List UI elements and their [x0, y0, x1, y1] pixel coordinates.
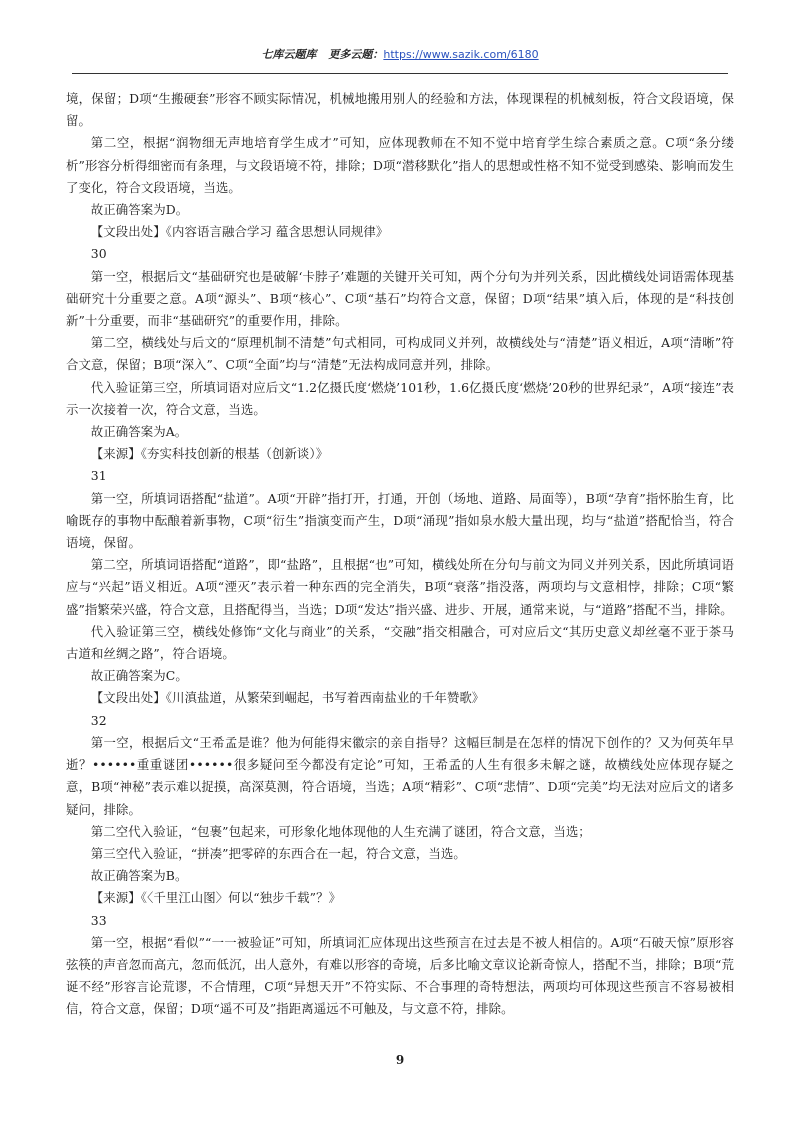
paragraph: 代入验证第三空，横线处修饰“文化与商业”的关系，“交融”指交相融合，可对应后文“其历史意义却丝毫不亚于茶马古道和丝绸之路”，符合语境。 — [66, 623, 734, 662]
more-label: 更多云题： — [328, 48, 384, 61]
paragraph: 第三空代入验证，“拼凑”把零碎的东西合在一起，符合文意，当选。 — [90, 845, 466, 861]
paragraph: 第二空，根据“润物细无声地培育学生成才”可知，应体现教师在不知不觉中培育学生综合素质之意。C项“条分缕析”形容分析得细密而有条理，与文段语境不符，排除；D项“潜移默化”指人的思想或性格不知不觉受到感染、影响而发生了变化，符合文段语境，当选。 — [66, 135, 734, 195]
paragraph: 故正确答案为A。 — [90, 424, 188, 440]
paragraph: 30 — [90, 246, 107, 262]
paragraph: 故正确答案为C。 — [90, 668, 188, 684]
paragraph: 第一空，根据后文“基础研究也是破解‘卡脖子’难题的关键开关可知，两个分句为并列关系，因此横线处词语需体现基础研究十分重要之意。A项“源头”、B项“核心”、C项“基石”均符合文意，保留；D项“结果”填入后，体现的是“科技创新”十分重要，而非“基础研究”的重要作用，排除。 — [66, 268, 734, 329]
header-link[interactable]: https://www.sazik.com/6180 — [383, 48, 539, 61]
paragraph: 31 — [90, 468, 107, 484]
paragraph: 第二空，横线处与后文的“原理机制不清楚”句式相同，可构成同义并列，故横线处与“清楚”语义相近，A项“清晰”符合文意，保留；B项“深入”、C项“全面”均与“清楚”无法构成同意并列，排除。 — [66, 335, 734, 373]
paragraph: 代入验证第三空，所填词语对应后文“1.2亿摄氏度‘燃烧’101秒，1.6亿摄氏度‘燃烧’20秒的世界纪录”，A项“接连”表示一次接着一次，符合文意，当选。 — [66, 379, 734, 417]
paragraph: 故正确答案为B。 — [90, 868, 188, 884]
header-divider — [72, 73, 728, 74]
page-number: 9 — [395, 1053, 405, 1067]
paragraph: 【来源】《〈千里江山图〉何以“独步千载”？》 — [90, 890, 342, 906]
paragraph: 第一空，所填词语搭配“盐道”。A项“开辟”指打开，打通，开创（场地、道路、局面等），B项“孕育”指怀胎生育，比喻既存的事物中酝酿着新事物，C项“衍生”指演变而产生，D项“涌现”指如泉水般大量出现，均与“盐道”搭配恰当，符合语境，保留。 — [66, 490, 734, 551]
paragraph: 第一空，根据“看似”“一一被验证”可知，所填词汇应体现出这些预言在过去是不被人相信的。A项“石破天惊”原形容弦筷的声音忽而高亢，忽而低沉，出人意外，有难以形容的奇境，后多比喻文章议论新奇惊人，搭配不当，排除；B项“荒诞不经”形容言论荒谬，不合情理，C项“异想天开”不符实际、不合事理的奇特想法，两项均可体现这些预言不容易被相信，符合文意，保留；D项“遥不可及”指距离遥远不可触及，与文意不符，排除。 — [66, 934, 734, 1017]
document-body — [66, 88, 734, 1021]
paragraph: 故正确答案为D。 — [90, 202, 189, 218]
page-header — [0, 46, 800, 62]
paragraph: 第二空，所填词语搭配“道路”，即“盐路”，且根据“也”可知，横线处所在分句与前文为同义并列关系，因此所填词语应与“兴起”语义相近。A项“湮灭”表示着一种东西的完全消失，B项“衰落”指没落，两项均与文意相悖，排除；C项“繁盛”指繁荣兴盛，符合文意，且搭配得当，当选；D项“发达”指兴盛、进步、开展，通常来说，与“道路”搭配不当，排除。 — [66, 557, 734, 617]
paragraph: 【来源】《夯实科技创新的根基（创新谈）》 — [90, 446, 329, 462]
paragraph: 【文段出处】《内容语言融合学习 蕴含思想认同规律》 — [90, 224, 389, 240]
paragraph: 【文段出处】《川滇盐道，从繁荣到崛起，书写着西南盐业的千年赞歌》 — [90, 690, 485, 706]
paragraph: 第一空，根据后文“王希孟是谁？他为何能得宋徽宗的亲自指导？这幅巨制是在怎样的情况下创作的？又为何英年早逝？••••••重重谜团••••••很多疑问至今都没有定论”可知，王希孟的人生有很多未解之谜，故横线处应体现存疑之意，B项“神秘”表示难以捉摸，高深莫测，符合语境，当选；A项“精彩”、C项“悲情”、D项“完美”均无法对应后文的诸多疑问，排除。 — [66, 734, 734, 817]
paragraph: 33 — [90, 912, 107, 928]
paragraph: 境，保留；D项“生搬硬套”形容不顾实际情况，机械地搬用别人的经验和方法，体现课程的机械刻板，符合文段语境，保留。 — [66, 91, 734, 129]
site-name: 七库云题库 — [261, 48, 317, 61]
paragraph: 32 — [90, 712, 107, 728]
paragraph: 第二空代入验证，“包裹”包起来，可形象化地体现他的人生充满了谜团，符合文意，当选； — [90, 823, 591, 839]
